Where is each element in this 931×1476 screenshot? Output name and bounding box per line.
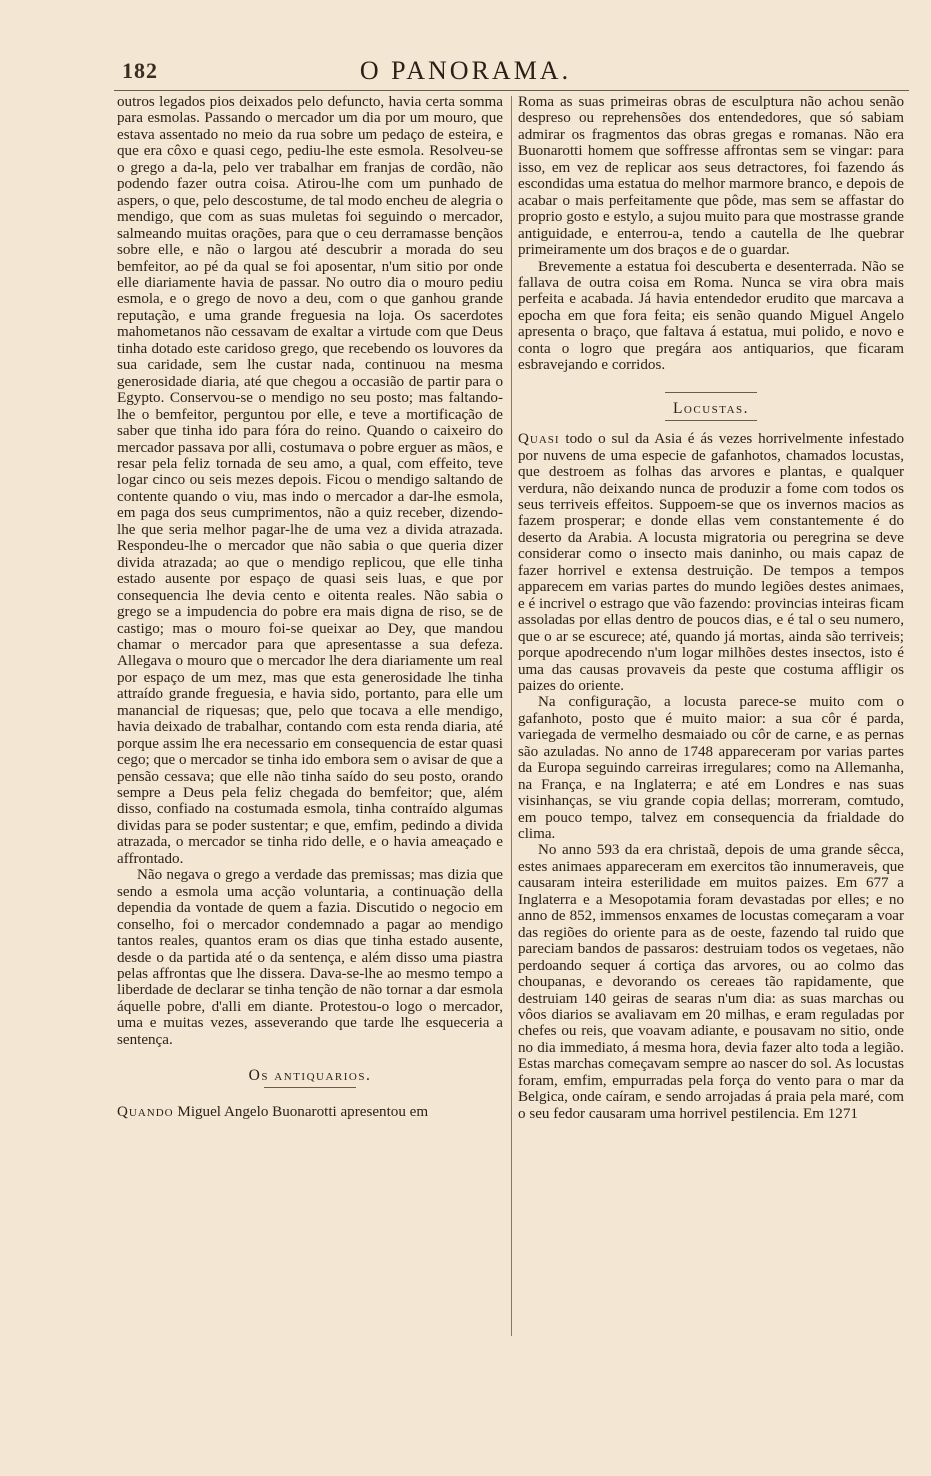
article-paragraph: Não negava o grego a verdade das premissas; mas dizia que sendo a esmola uma acção voluntaria, a continuação della dependia da vontade de quem a fazia. Discutido o negocio em conselho, foi o mercador condemnado a pagar ao mendigo tantos reales, quantos eram os dias que tinha estado ausente, desde o da partida até o da sentença, e além disso uma piastra pelas affrontas que lhe dissera. Dava-se-lhe ao mesmo tempo a liberdade de declarar se tinha tenção de não tornar a dar esmola áquelle pobre, d'alli em diante. Protestou-o logo o mercador, uma e muitas vezes, asseverando que tarde lhe esqueceria a sentença. — [117, 867, 503, 1048]
paragraph-text: Miguel Angelo Buonarotti apresentou em — [173, 1103, 429, 1120]
drop-word: Quasi — [518, 431, 560, 448]
article-paragraph: outros legados pios deixados pelo defuncto, havia certa somma para esmolas. Passando o mercador um dia por um mouro, que estava assentado no meio da rua sobre um pedaço de esteira, e que era côxo e quasi cego, pediu-lhe este esmola. Resolveu-se o grego a da-la, pelo ver trabalhar em franjas de cordão, não podendo fazer outra coisa. Atirou-lhe com um punhado de aspers, o que, pelo descostume, de tal modo encheu de alegria o mendigo, que com as suas muletas foi seguindo o mercador, salmeando muitas orações, para que o ceu derramasse bençãos sobre elle, e não o largou até descubrir a morada do seu bemfeitor, ao pé da qual se foi aposentar, n'um sitio por onde elle diariamente havia de passar. No outro dia o mouro pediu esmola, e o grego de novo a deu, com o que ganhou grande reputação, e uma grande freguesia na loja. Os sacerdotes mahometanos não cessavam de exaltar a virtude com que Deus tinha dotado este caridoso grego, que recebendo os louvores da sua caridade, sem lhe custar nada, continuou na mesma generosidade diaria, até que chegou a occasião de partir para o Egypto. Conservou-se o mendigo no seu posto; mas faltando-lhe o bemfeitor, perguntou por elle, e teve a mortificação de saber que tinha ido para fóra do reino. Quando o caixeiro do mercador passava por alli, costumava o pobre erguer as mãos, e resar pela feliz tornada de seu amo, a qual, com effeito, teve logar cinco ou seis mezes depois. Ficou o mendigo saltando de contente quando o viu, mas indo o mercador a dar-lhe esmola, em paga dos seus cumprimentos, não a quiz receber, dizendo-lhe que seria melhor pagar-lhe de uma vez a divida atrazada. Respondeu-lhe o mercador que não sabia o que queria dizer divida atrazada; ao que o mendigo replicou, que elle tinha estado ausente por espaço de quasi seis luas, e que por consequencia lhe devia cento e oitenta reales. Não sabia o grego se a impudencia do pobre era mais digna de riso, se de castigo; mas o mouro foi-se queixar ao Dey, que mandou chamar o mercador para que apresentasse a sua defeza. Allegava o mouro que o mercador lhe dera diariamente um real por espaço de um mez, mas que esta generosidade lhe tinha attraído grande freguesia, e havia sido, portanto, para elle um manancial de riquesas; que, pelo que tocava a elle mendigo, havia deixado de trabalhar, contando com esta renda diaria, até porque assim lhe era necessario em consequencia de estar quasi cego; que o mercador se tinha ido embora sem o avisar de que a pensão cessava; que elle não tinha saído do seu posto, orando sempre a Deus pela feliz chegada do bemfeitor; que, além disso, confiado na costumada esmola, tinha contraído algumas dividas para se poder sustentar; e que, emfim, pedindo a divida atrazada, o mercador se tinha rido delle, e o havia ameaçado e affrontado. — [117, 94, 504, 867]
section-title-locustas: Locustas. — [672, 399, 750, 417]
section-spacer — [117, 1048, 503, 1068]
section-title-antiquarios: Os antiquarios. — [248, 1067, 372, 1085]
drop-word: Quando — [117, 1103, 174, 1120]
header-rule — [114, 90, 909, 91]
section-rule — [665, 420, 757, 421]
article-paragraph: Roma as suas primeiras obras de esculptura não achou senão despreso ou reprehensões dos entendedores, que só sabiam admirar os fragmentos das obras gregas e romanas. Não era Buonarotti homem que soffresse affrontas sem se vingar: para isso, em vez de replicar aos seus detractores, foi fazendo ás escondidas uma estatua do melhor marmore branco, e depois de acabar o mais perfeitamente que pôde, mas sem se affastar do proprio gosto e estylo, a sujou muito para que mostrasse grande antiguidade, e enterrou-a, tendo a cautella de lhe quebrar primeiramente um dos braços e de o guardar. — [518, 94, 904, 259]
page-title: O PANORAMA. — [359, 56, 572, 85]
section-rule — [665, 392, 757, 393]
column-divider — [511, 96, 512, 1336]
article-paragraph — [117, 1104, 503, 1120]
page-number: 182 — [122, 58, 158, 83]
section-rule — [264, 1087, 356, 1088]
article-paragraph: Brevemente a estatua foi descuberta e desenterrada. Não se fallava de outra coisa em Roma. Nunca se vira obra mais perfeita e acabada. Já havia entendedor erudito que marcava a epocha em que fora feita; eis senão quando Miguel Angelo apresenta o braço, que faltava á estatua, mui polido, e novo e conta o logro que pregára aos antiquarios, que ficaram esbravejando e corridos. — [518, 258, 904, 374]
article-paragraph: Na configuração, a locusta parece-se muito com o gafanhoto, posto que é muito maior: a sua côr é parda, variegada de vermelho desmaiado ou côr de carne, e as pernas são azuladas. No anno de 1748 appareceram por varias partes da Europa seguindo carreiras irregulares; como na Allemanha, na França, e na Inglaterra; e até em Londres e nas suas visinhanças, se viu grande copia dellas; morreram, comtudo, em pouco tempo, talvez em consequencia da frialdade do clima. — [518, 694, 904, 843]
article-paragraph: No anno 593 da era christaã, depois de uma grande sêcca, estes animaes appareceram em exercitos tão innumeraveis, que causaram inteira esterilidade em muitos paizes. Em 677 a Inglaterra e a Mesopotamia foram devastadas por elles; e no anno de 852, immensos enxames de locustas começaram a voar das regiões do oriente para as de oeste, fazendo tal ruido que pareciam bandos de passaros: destruiam todos os vegetaes, não perdoando sequer á cortiça das arvores, ou ao colmo das choupanas, e devorando os cereaes tão rapidamente, que destruiam 140 geiras de searas n'um dia: as suas marchas ou vôos diarios se avaliavam em 20 milhas, e eram reguladas por chefes ou reis, que voavam adiante, e pousavam no sitio, onde no dia immediato, á mesma hora, devia fazer alto toda a legião. Estas marchas começavam sempre ao nascer do sol. As locustas foram, emfim, empurradas pela força do vento para o mar da Belgica, onde caíram, e sendo arrojadas á praia pela maré, com o seu fedor causaram uma horrivel pestilencia. Em 1271 — [518, 842, 904, 1122]
right-column — [518, 94, 904, 1122]
left-column — [117, 94, 503, 1120]
paragraph-text: todo o sul da Asia é ás vezes horrivelmente infestado por nuvens de uma especie de gafanhotos, chamados locustas, que destroem as folhas das arvores e plantas, e qualquer verdura, não deixando nunca de produzir a fome com todos os seus terriveis effeitos. Suppoem-se que os invernos macios as fazem prosperar; e donde ellas vem constantemente é do deserto da Arabia. A locusta migratoria ou peregrina se deve considerar como o insecto mais daninho, ou mais capaz de fazer horrivel e extensa destruição. De tempos a tempos apparecem em varias partes do mundo legiões destes animaes, e é incrivel o estrago que vão fazendo: provincias inteiras ficam assoladas por ellas dentro de poucos dias, e é tal o seu numero, que o ar se escurece; até, quando já mortas, ainda são terriveis; porque apodrecendo n'um logar milhões destes insectos, isto é uma das causas provaveis da peste que costuma affligir os paizes do oriente. — [518, 431, 904, 694]
article-paragraph — [518, 431, 904, 694]
